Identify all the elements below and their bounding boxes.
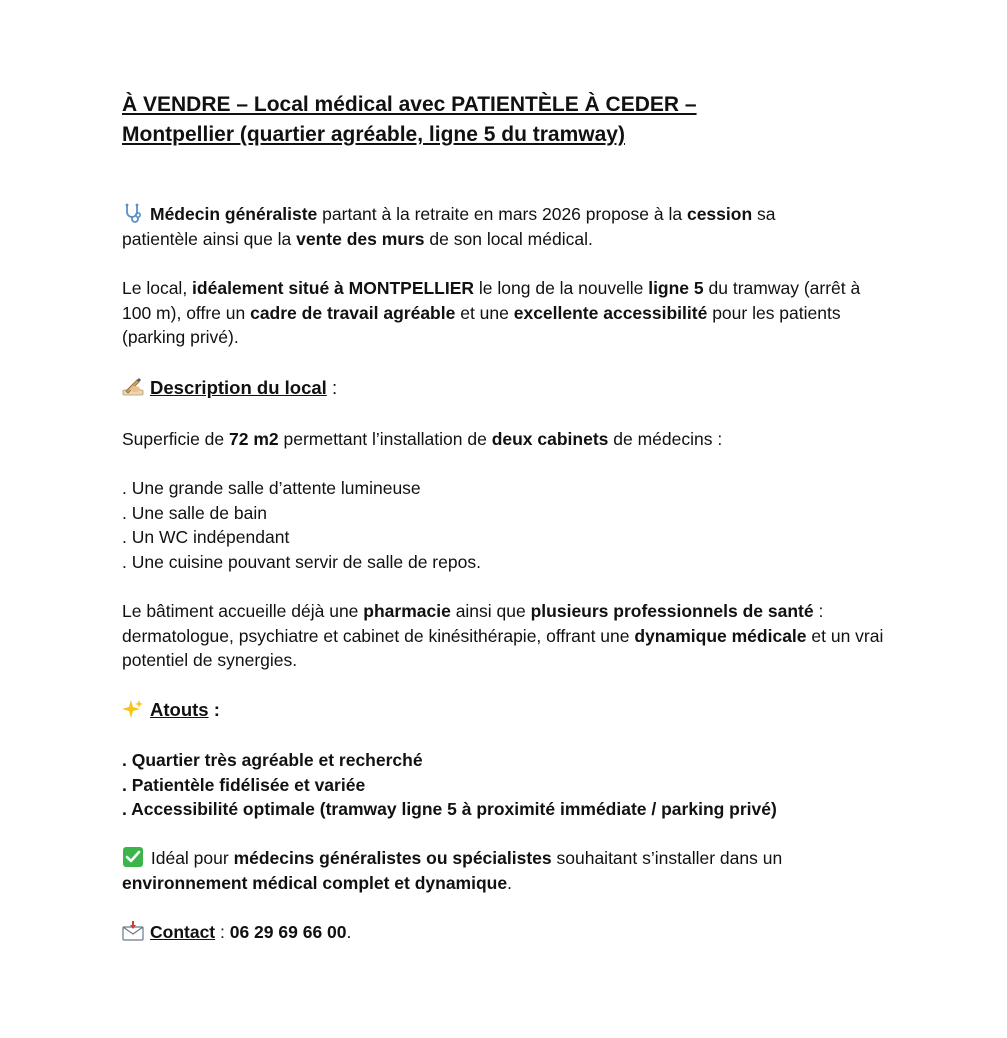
rooms-list [122,476,822,574]
surface-bold-1: 72 m2 [229,429,279,449]
location-text-3: du tramway (arrêt à 100 m), offre un [122,278,861,323]
intro-bold-3: vente des murs [296,228,425,249]
building-text-3: : dermatologue, psychiatre et cabinet de kinésithérapie, offrant une [122,601,824,646]
intro-paragraph [122,202,822,251]
description-heading-suffix: : [326,377,338,398]
location-bold-3: cadre de travail agréable [250,302,456,323]
list-item: . Une cuisine pouvant servir de salle de repos. [122,551,481,572]
ideal-text-1: Idéal pour [146,848,234,868]
location-text-2: le long de la nouvelle [474,278,649,298]
location-bold-1: idéalement situé à MONTPELLIER [192,278,475,298]
building-text-4: et un vrai potentiel de synergies. [122,625,884,670]
surface-bold-2: deux cabinets [491,429,609,449]
title-line-2: Montpellier (quartier agréable, ligne 5 du tramway) [122,123,625,146]
list-item: . Un WC indépendant [122,527,290,547]
contact-label: Contact [150,922,216,942]
surface-text-2: permettant l’installation de [278,429,492,449]
contact-end: . [346,922,352,942]
ideal-paragraph [122,846,862,895]
building-text-2: ainsi que [450,601,531,621]
ideal-text-2: souhaitant s’installer dans un [551,848,783,868]
intro-bold-2: cession [686,204,753,224]
location-text-5: pour les patients (parking privé). [122,302,841,347]
building-bold-3: dynamique médicale [634,625,807,646]
list-item: . Une grande salle d’attente lumineuse [122,478,421,498]
contact-line [122,920,822,945]
list-item: . Quartier très agréable et recherché [122,750,423,770]
location-text-1: Le local, [122,278,193,298]
building-bold-2: plusieurs professionnels de santé [530,601,814,621]
building-bold-1: pharmacie [363,601,451,621]
atouts-heading-label: Atouts [150,699,209,720]
building-paragraph [122,599,892,673]
description-heading [122,375,337,401]
stethoscope-icon [122,203,144,223]
sparkles-icon [122,699,144,719]
atouts-heading-suffix: : [208,699,220,720]
intro-bold-1: Médecin généraliste [150,204,318,224]
surface-paragraph [122,427,902,452]
intro-text-3: de son local médical. [424,228,593,249]
contact-separator: : [215,922,230,942]
contact-phone: 06 29 69 66 00 [229,922,347,942]
atouts-heading [122,697,220,723]
location-paragraph [122,276,892,350]
document-title [122,90,697,150]
location-bold-2: ligne 5 [648,278,704,298]
surface-text-1: Superficie de [122,429,230,449]
location-bold-4: excellente accessibilité [513,302,708,323]
intro-text-2: sa patientèle ainsi que la [122,204,776,249]
list-item: . Patientèle fidélisée et variée [122,774,366,795]
description-heading-label: Description du local [150,377,327,398]
surface-text-3: de médecins : [608,429,723,449]
location-text-4: et une [455,302,514,323]
ideal-text-3: . [507,872,512,893]
ideal-bold-2: environnement médical complet et dynamique [122,872,508,893]
ideal-bold-1: médecins généralistes ou spécialistes [233,848,552,868]
list-item: . Accessibilité optimale (tramway ligne 5 à proximité immédiate / parking privé) [122,799,777,819]
title-line-1: À VENDRE – Local médical avec PATIENTÈLE À CEDER – [122,93,697,116]
writing-hand-icon [122,377,144,397]
atouts-list [122,748,902,822]
list-item: . Une salle de bain [122,502,267,523]
building-text-1: Le bâtiment accueille déjà une [122,601,364,621]
envelope-arrow-icon [122,921,144,941]
intro-text-1: partant à la retraite en mars 2026 propose à la [317,204,687,224]
check-mark-icon [122,847,144,867]
